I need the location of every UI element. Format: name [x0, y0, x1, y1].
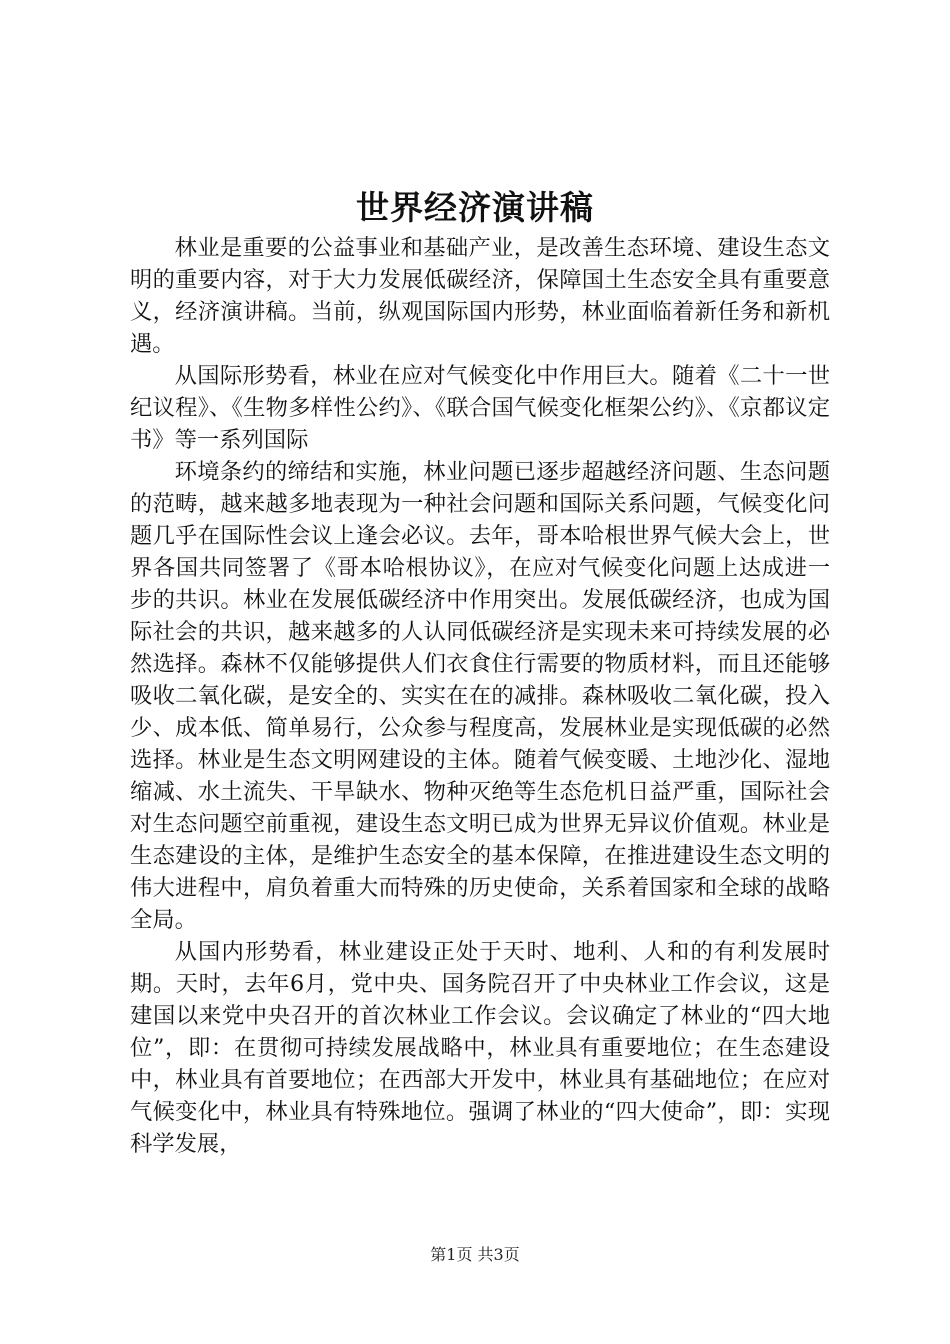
document-title: 世界经济演讲稿 — [356, 188, 594, 227]
paragraph-intro: 林业是重要的公益事业和基础产业，是改善生态环境、建设生态文明的重要内容，对于大力发展低碳经济，保障国土生态安全具有重要意义，经济演讲稿。当前，纵观国际国内形势，林业面临着新任务和新机遇。 — [130, 235, 830, 357]
paragraph-domestic: 从国内形势看，林业建设正处于天时、地利、人和的有利发展时期。天时，去年6月，党中央、国务院召开了中央林业工作会议，这是建国以来党中央召开的首次林业工作会议。会议确定了林业的“四大地位”，即：在贯彻可持续发展战略中，林业具有重要地位；在生态建设中，林业具有首要地位；在西部大开发中，林业具有基础地位；在应对气候变化中，林业具有特殊地位。强调了林业的“四大使命”，即：实现科学发展， — [130, 939, 830, 1157]
document-body — [130, 232, 830, 1160]
paragraph-environment: 环境条约的缔结和实施，林业问题已逐步超越经济问题、生态问题的范畴，越来越多地表现为一种社会问题和国际关系问题，气候变化问题几乎在国际性会议上逢会必议。去年，哥本哈根世界气候大会上，世界各国共同签署了《哥本哈根协议》，在应对气候变化问题上达成进一步的共识。林业在发展低碳经济中作用突出。发展低碳经济，也成为国际社会的共识，越来越多的人认同低碳经济是实现未来可持续发展的必然选择。森林不仅能够提供人们衣食住行需要的物质材料，而且还能够吸收二氧化碳，是安全的、实实在在的减排。森林吸收二氧化碳，投入少、成本低、简单易行，公众参与程度高，发展林业是实现低碳的必然选择。林业是生态文明网建设的主体。随着气候变暖、土地沙化、湿地缩减、水土流失、干旱缺水、物种灭绝等生态危机日益严重，国际社会对生态问题空前重视，建设生态文明已成为世界无异议价值观。林业是生态建设的主体，是维护生态安全的基本保障，在推进建设生态文明的伟大进程中，肩负着重大而特殊的历史使命，关系着国家和全球的战略全局。 — [130, 459, 830, 933]
paragraph-international: 从国际形势看，林业在应对气候变化中作用巨大。随着《二十一世纪议程》、《生物多样性公约》、《联合国气候变化框架公约》、《京都议定书》等一系列国际 — [130, 363, 830, 453]
page-footer: 第1页 共3页 — [430, 1245, 520, 1264]
